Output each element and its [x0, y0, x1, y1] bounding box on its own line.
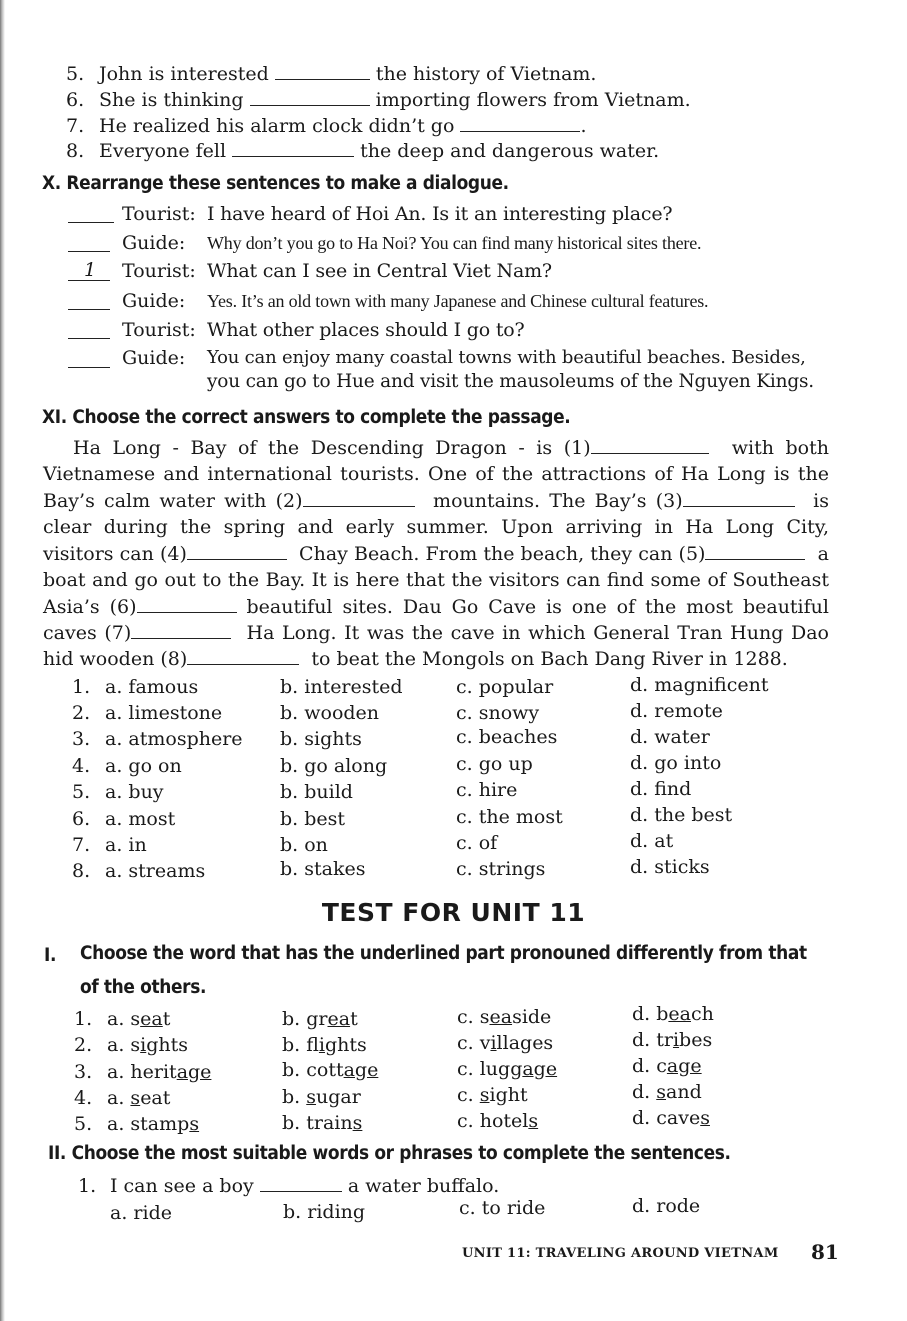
utterance: What other places should I go to?: [207, 319, 525, 341]
option-number: 1.: [74, 1008, 93, 1030]
test-title: TEST FOR UNIT 11: [321, 898, 586, 927]
option-number: 5.: [74, 1113, 93, 1135]
option-a: a. streams: [105, 860, 206, 882]
option-b: b. on: [280, 834, 328, 856]
section-xi-heading: XI. Choose the correct answers to complete the passage.: [42, 407, 571, 428]
item-number: 7.: [66, 115, 85, 137]
option-a: a. famous: [105, 676, 199, 698]
passage-line: Asia’s (6) beautiful sites. Dau Go Cave is one of the most beautiful: [43, 596, 829, 618]
passage-line: Ha Long - Bay of the Descending Dragon - is (1) with both: [73, 437, 829, 459]
option-a: a. seat: [107, 1008, 171, 1030]
option-number: 4.: [72, 755, 91, 777]
answer-blank: [683, 491, 795, 507]
order-blank: [68, 204, 114, 223]
option-d: d. rode: [632, 1195, 701, 1217]
option-d: d. sticks: [630, 856, 710, 878]
option-d: d. magnificent: [630, 674, 769, 696]
option-b: b. great: [282, 1008, 358, 1030]
option-a: a. sights: [107, 1034, 189, 1056]
option-a: a. most: [105, 808, 176, 830]
passage-line: Vietnamese and international tourists. One of the attractions of Ha Long is the: [43, 463, 829, 485]
answer-blank: [460, 116, 580, 132]
speaker: Tourist:: [122, 203, 196, 225]
option-a: a. seat: [107, 1087, 171, 1109]
option-a: a. heritage: [107, 1061, 212, 1083]
item-number: 5.: [66, 63, 85, 85]
option-c: c. strings: [456, 858, 546, 880]
utterance: Why don’t you go to Ha Noi? You can find many historical sites there.: [207, 233, 702, 253]
passage-line: caves (7) Ha Long. It was the cave in which General Tran Hung Dao: [43, 622, 829, 644]
page-edge-shadow: [0, 0, 5, 1321]
answer-blank: [260, 1176, 342, 1192]
option-b: b. build: [280, 781, 353, 803]
option-d: d. the best: [630, 804, 733, 826]
answer-blank: [303, 491, 415, 507]
option-c: c. seaside: [457, 1006, 552, 1028]
section-x-heading: X. Rearrange these sentences to make a dialogue.: [42, 173, 509, 194]
option-d: d. find: [630, 778, 692, 800]
option-c: c. hire: [456, 779, 518, 801]
utterance: Yes. It’s an old town with many Japanese and Chinese cultural features.: [207, 291, 709, 311]
option-b: b. riding: [283, 1201, 366, 1223]
option-d: d. water: [630, 726, 710, 748]
option-a: a. buy: [105, 781, 164, 803]
order-blank: [68, 320, 110, 339]
order-blank: [68, 291, 110, 310]
answer-blank: [232, 141, 354, 157]
option-number: 2.: [74, 1034, 93, 1056]
passage-line: hid wooden (8) to beat the Mongols on Bach Dang River in 1288.: [43, 648, 788, 670]
section-ii-heading: II. Choose the most suitable words or phrases to complete the sentences.: [48, 1143, 731, 1164]
question-sentence: I can see a boy a water buffalo.: [110, 1175, 500, 1197]
item-number: 8.: [66, 140, 85, 162]
utterance: What can I see in Central Viet Nam?: [207, 260, 552, 282]
option-c: c. popular: [456, 676, 554, 698]
option-c: c. hotels: [457, 1110, 539, 1132]
speaker: Tourist:: [122, 319, 196, 341]
speaker: Guide:: [122, 347, 186, 369]
exercise-sentence: Everyone fell the deep and dangerous water.: [99, 140, 660, 162]
passage-line: visitors can (4) Chay Beach. From the beach, they can (5) a: [43, 543, 829, 565]
order-number: 1: [84, 259, 97, 281]
option-d: d. go into: [630, 752, 722, 774]
option-b: b. interested: [280, 676, 403, 698]
passage-line: Bay’s calm water with (2) mountains. The Bay’s (3) is: [43, 490, 829, 512]
item-number: 6.: [66, 89, 85, 111]
page-number: 81: [811, 1240, 839, 1264]
option-number: 5.: [72, 781, 91, 803]
option-b: b. sugar: [282, 1086, 361, 1108]
question-number: 1.: [78, 1175, 97, 1197]
option-b: b. stakes: [280, 858, 366, 880]
speaker: Guide:: [122, 290, 186, 312]
option-a: a. in: [105, 834, 147, 856]
answer-blank: [705, 544, 805, 560]
option-d: d. at: [630, 830, 674, 852]
section-i-heading-cont: of the others.: [80, 977, 207, 998]
option-a: a. go on: [105, 755, 182, 777]
option-c: c. luggage: [457, 1058, 558, 1080]
option-c: c. sight: [457, 1084, 528, 1106]
option-d: d. caves: [632, 1107, 710, 1129]
option-number: 8.: [72, 860, 91, 882]
passage-line: boat and go out to the Bay. It is here that the visitors can find some of Southeast: [43, 569, 829, 591]
exercise-sentence: John is interested the history of Vietnam.: [99, 63, 597, 85]
option-c: c. villages: [457, 1032, 554, 1054]
option-d: d. cage: [632, 1055, 702, 1077]
speaker: Tourist:: [122, 260, 196, 282]
utterance: You can enjoy many coastal towns with beautiful beaches. Besides,: [207, 347, 806, 368]
option-number: 2.: [72, 702, 91, 724]
order-blank: [68, 349, 110, 368]
speaker: Guide:: [122, 232, 186, 254]
option-number: 1.: [72, 676, 91, 698]
option-d: d. tribes: [632, 1029, 713, 1051]
utterance: I have heard of Hoi An. Is it an interesting place?: [207, 203, 673, 225]
option-a: a. atmosphere: [105, 728, 243, 750]
option-b: b. wooden: [280, 702, 380, 724]
option-number: 7.: [72, 834, 91, 856]
option-b: b. best: [280, 808, 346, 830]
answer-blank: [591, 438, 709, 454]
option-c: c. beaches: [456, 726, 558, 748]
answer-blank: [137, 597, 237, 613]
order-blank: [68, 233, 110, 252]
option-number: 4.: [74, 1087, 93, 1109]
section-i-heading: Choose the word that has the underlined part pronouned differently from that: [80, 943, 807, 964]
answer-blank: [187, 544, 287, 560]
option-c: c. snowy: [456, 702, 540, 724]
option-b: b. flights: [282, 1034, 367, 1056]
option-a: a. ride: [110, 1202, 172, 1224]
option-number: 3.: [72, 728, 91, 750]
answer-blank: [250, 90, 370, 106]
option-d: d. beach: [632, 1003, 714, 1025]
option-d: d. sand: [632, 1081, 702, 1103]
option-a: a. limestone: [105, 702, 223, 724]
section-i-label: I.: [44, 945, 57, 966]
option-d: d. remote: [630, 700, 723, 722]
option-number: 3.: [74, 1061, 93, 1083]
running-footer: UNIT 11: TRAVELING AROUND VIETNAM: [462, 1246, 779, 1261]
utterance-continuation: you can go to Hue and visit the mausoleums of the Nguyen Kings.: [207, 371, 814, 392]
option-c: c. the most: [456, 806, 563, 828]
option-number: 6.: [72, 808, 91, 830]
option-c: c. go up: [456, 753, 533, 775]
option-a: a. stamps: [107, 1113, 200, 1135]
passage-line: clear during the spring and early summer. Upon arriving in Ha Long City,: [43, 516, 829, 538]
exercise-sentence: She is thinking importing flowers from Vietnam.: [99, 89, 691, 111]
option-c: c. of: [456, 832, 498, 854]
exercise-sentence: He realized his alarm clock didn’t go .: [99, 115, 587, 137]
option-b: b. sights: [280, 728, 362, 750]
answer-blank: [187, 649, 299, 665]
option-c: c. to ride: [459, 1197, 546, 1219]
option-b: b. trains: [282, 1112, 363, 1134]
option-b: b. cottage: [282, 1059, 379, 1081]
answer-blank: [275, 64, 370, 80]
option-b: b. go along: [280, 755, 388, 777]
answer-blank: [131, 623, 231, 639]
